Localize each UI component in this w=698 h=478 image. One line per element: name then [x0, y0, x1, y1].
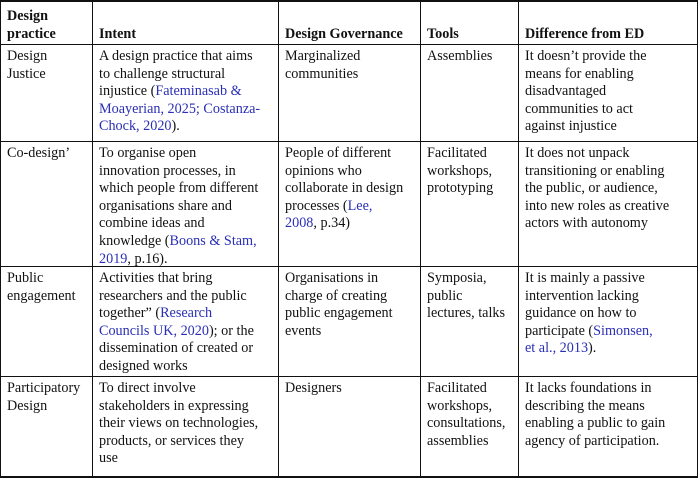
header-intent: Intent: [99, 26, 137, 42]
row3-difference-text: It is mainly a passive intervention lacking guidance on how to participate (: [525, 270, 645, 339]
row1-intent: [99, 48, 260, 136]
row1-intent-tail: ).: [171, 118, 180, 135]
row3-governance: Organisations in charge of creating public engagement events: [285, 270, 393, 339]
row2-intent-citation-link[interactable]: Boons & Stam, 2019: [99, 232, 257, 267]
row1-governance: Marginalized communities: [285, 48, 361, 82]
header-difference: Difference from ED: [525, 26, 645, 42]
row3-practice: Public engagement: [7, 270, 76, 304]
row3-difference: [525, 270, 653, 358]
row2-practice: Co-design’: [7, 145, 71, 161]
header-governance: Design Governance: [285, 26, 403, 42]
row1-practice: Design Justice: [7, 48, 48, 82]
row3-intent-citation-link[interactable]: Research Councils UK, 2020: [99, 305, 213, 339]
row1-intent-text: A design practice that aims to challenge structural injustice (: [99, 48, 253, 100]
col-rule-1: [92, 0, 93, 478]
col-rule-2: [278, 0, 279, 478]
row4-tools: Facilitated workshops, consultations, assemblies: [427, 380, 506, 449]
row2-intent: [99, 145, 258, 268]
row1-tools: Assemblies: [427, 48, 493, 64]
col-rule-0: [0, 0, 1, 478]
row2-intent-text: To organise open innovation processes, in which people from different organisations share and combine ideas and knowledge (: [99, 145, 259, 249]
row4-governance: Designers: [285, 380, 342, 396]
row2-difference: It does not unpack transitioning or enabling the public, or audience, into new roles as creative actors with autonomy: [525, 145, 670, 232]
row3-tools: Symposia, public lectures, talks: [427, 270, 506, 322]
row3-intent-text: Activities that bring researchers and the public together” (: [99, 270, 247, 322]
row3-difference-citation-link[interactable]: Simonsen, et al., 2013: [525, 322, 653, 357]
row-rule-1: [0, 141, 698, 142]
row1-difference: It doesn’t provide the means for enabling disadvantaged communities to act against injustice: [525, 48, 647, 135]
row3-intent: [99, 270, 254, 376]
header-tools: Tools: [427, 26, 459, 42]
row2-tools: Facilitated workshops, prototyping: [427, 145, 494, 197]
row-rule-3: [0, 376, 698, 377]
row4-intent: To direct involve stakeholders in expressing their views on technologies, products, or services they use: [99, 380, 259, 467]
col-rule-3: [420, 0, 421, 478]
row4-difference: It lacks foundations in describing the means enabling a public to gain agency of participation.: [525, 380, 666, 449]
col-rule-4: [518, 0, 519, 478]
table-bottom-rule: [0, 476, 698, 478]
table-top-rule: [0, 0, 698, 2]
row2-governance: [285, 145, 403, 233]
row3-intent-tail: ); or the dissemination of created or designed works: [99, 322, 254, 374]
header-practice: Design practice: [7, 8, 56, 42]
row2-governance-text: People of different opinions who collaborate in design processes (: [285, 145, 404, 214]
row2-governance-tail: , p.34): [313, 215, 351, 232]
row2-governance-citation-link[interactable]: Lee, 2008: [285, 197, 373, 232]
row1-intent-citation-link[interactable]: Fateminasab & Moayerian, 2025; Costanza- Chock, 2020: [99, 83, 261, 135]
row4-practice: Participatory Design: [7, 380, 81, 414]
row3-difference-tail: ).: [588, 340, 597, 357]
row2-intent-tail: , p.16).: [127, 250, 168, 267]
header-rule: [0, 44, 698, 45]
